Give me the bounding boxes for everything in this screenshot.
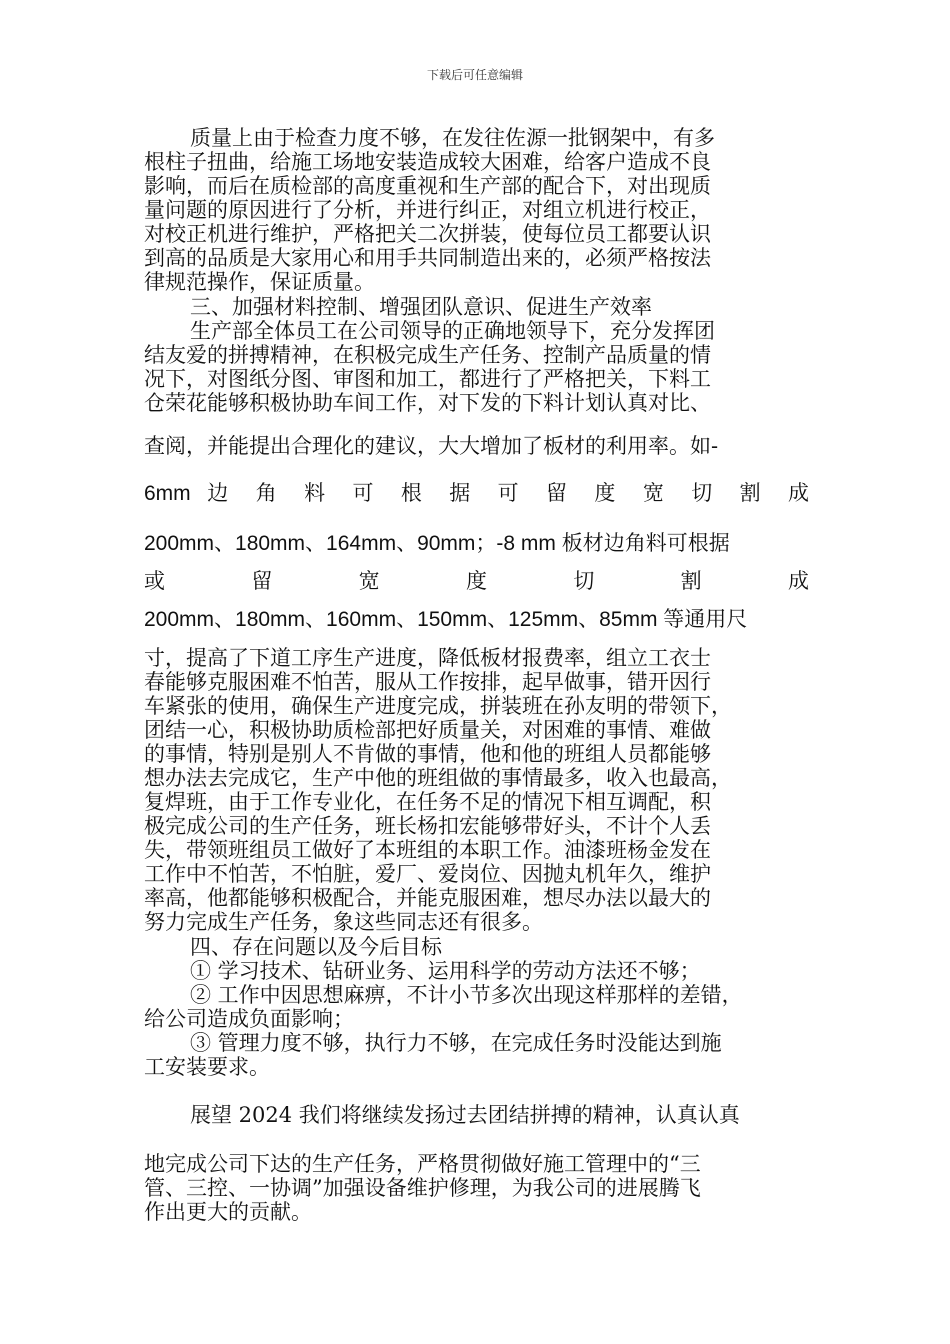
text-line: 影响，而后在质检部的高度重视和生产部的配合下，对出现质 [144,174,711,198]
text-line: 结友爱的拼搏精神，在积极完成生产任务、控制产品质量的情 [144,343,711,367]
text-line: 春能够克服困难不怕苦，服从工作按排，起早做事，错开因行 [144,670,711,694]
text-line: 想办法去完成它，生产中他的班组做的事情最多，收入也最高， [144,766,732,790]
text-line: 率高，他都能够积极配合，并能克服困难，想尽办法以最大的 [144,886,711,910]
text-line: 律规范操作，保证质量。 [144,270,375,294]
text-line: 极完成公司的生产任务，班长杨扣宏能够带好头，不计个人丢 [144,814,711,838]
text-line: 复焊班，由于工作专业化，在任务不足的情况下相互调配，积 [144,790,711,814]
text-line: 查阅，并能提出合理化的建议，大大增加了板材的利用率。如- [144,434,719,458]
text-line: 生产部全体员工在公司领导的正确地领导下，充分发挥团 [190,319,715,343]
text-line: 寸，提高了下道工序生产进度，降低板材报费率，组立工衣士 [144,646,711,670]
text-line: 车紧张的使用，确保生产进度完成，拼装班在孙友明的带领下， [144,694,732,718]
text-line: 的事情，特别是别人不肯做的事情，他和他的班组人员都能够 [144,742,711,766]
text-line: 管、三控、一协调”加强设备维护修理，为我公司的进展腾飞 [144,1176,701,1200]
text-line: ① 学习技术、钻研业务、运用科学的劳动方法还不够； [190,959,701,983]
text-line: 200mm、180mm、164mm、90mm；-8 mm 板材边角料可根据 [144,532,730,555]
text-line: 200mm、180mm、160mm、150mm、125mm、85mm 等通用尺 [144,608,748,631]
text-line: 对校正机进行维护，严格把关二次拼装，使每位员工都要认识 [144,222,711,246]
text-line: 量问题的原因进行了分析，并进行纠正，对组立机进行校正， [144,198,711,222]
text-line: 工作中不怕苦，不怕脏，爱厂、爱岗位、因抛丸机年久，维护 [144,862,711,886]
text-line: 质量上由于检查力度不够，在发往佐源一批钢架中，有多 [190,126,715,150]
text-line: 仓荣花能够积极协助车间工作，对下发的下料计划认真对比、 [144,391,711,415]
text-line: 地完成公司下达的生产任务，严格贯彻做好施工管理中的“三 [144,1152,701,1176]
text-line: 根柱子扭曲，给施工场地安装造成较大困难，给客户造成不良 [144,150,711,174]
text-line: 作出更大的贡献。 [144,1200,312,1224]
text-line: ② 工作中因思想麻痹，不计小节多次出现这样那样的差错， [190,983,743,1007]
text-line: 展望 2024 我们将继续发扬过去团结拼搏的精神，认真认真 [190,1103,740,1127]
page-header: 下载后可任意编辑 [426,68,523,82]
text-line: 给公司造成负面影响； [144,1007,354,1031]
text-line: 到高的品质是大家用心和用手共同制造出来的，必须严格按法 [144,246,711,270]
text-line: 6mm 边 角 料 可 根 据 可 留 度 宽 切 割 成 [144,482,809,505]
text-line: 努力完成生产任务，象这些同志还有很多。 [144,910,543,934]
text-line: 况下，对图纸分图、审图和加工，都进行了严格把关，下料工 [144,367,711,391]
text-line: 工安装要求。 [144,1055,270,1079]
text-line: 失，带领班组员工做好了本班组的本职工作。油漆班杨金发在 [144,838,711,862]
text-line: 团结一心，积极协助质检部把好质量关，对困难的事情、难做 [144,718,711,742]
text-line: 或 留 宽 度 切 割 成 [144,569,809,593]
section-heading: 四、存在问题以及今后目标 [190,935,442,959]
section-heading: 三、加强材料控制、增强团队意识、促进生产效率 [190,295,652,319]
text-line: ③ 管理力度不够，执行力不够，在完成任务时没能达到施 [190,1031,722,1055]
